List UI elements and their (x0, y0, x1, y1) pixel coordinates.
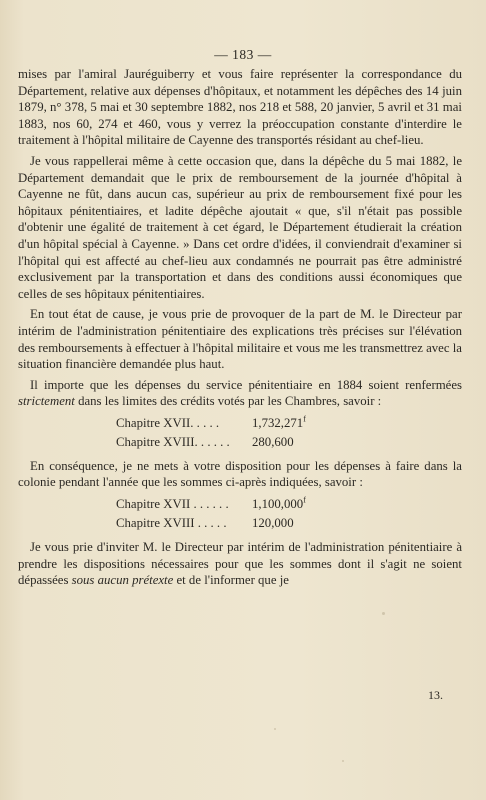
paper-speck (342, 760, 344, 762)
text-segment: Il importe que les dépenses du service pénitentiaire en 1884 soient renfermées (30, 377, 462, 392)
paper-speck (382, 612, 385, 615)
text-segment: dans les limites des crédits votés par les Chambres, savoir : (74, 394, 382, 409)
voted-credits-list (18, 414, 462, 452)
chapter-amount (246, 495, 362, 514)
chapter-label: Chapitre XVII. . . . . (116, 415, 220, 430)
franc-unit: f (303, 495, 306, 505)
credit-row (18, 495, 462, 514)
allocated-credits-list (18, 495, 462, 533)
paragraph-funds-disposition: En conséquence, je ne mets à votre disposition pour les dépenses à faire dans la colonie pendant l'année que les sommes ci-après indiquées, savoir : (18, 458, 462, 490)
credit-row (18, 433, 462, 452)
paragraph-hospital-correspondence: mises par l'amiral Jauréguiberry et vous faire représenter la correspondance du Département, relative aux dépenses d'hôpitaux, et notamment les dépêches des 14 juin 1879, n° 378, 5 mai et 30 septembre 1882, nos 218 et 588, 20 janvier, 5 avril et 31 mai 1883, nos 60, 274 et 460, vous y verrez la préoccupation constante d'interdire le traitement à l'hôpital militaire de Cayenne des transportés résidant au chef-lieu. (18, 67, 462, 148)
amount-value: 120,000 (252, 516, 294, 531)
emphasis-text: strictement (18, 394, 75, 409)
chapter-label: Chapitre XVIII . . . . . (116, 516, 227, 531)
amount-value: 280,600 (252, 434, 294, 449)
chapter-amount (246, 514, 362, 533)
document-body (18, 66, 462, 593)
chapter-amount (246, 414, 362, 433)
credit-row (18, 514, 462, 533)
amount-value: 1,732,271 (252, 415, 304, 430)
paragraph-explanations-request: En tout état de cause, je vous prie de provoquer de la part de M. le Directeur par intérim de l'administration pénitentiaire des explications très précises sur l'élévation des remboursements à effectuer à l'hôpital militaire et vous me les transmettrez avec la situation financière demandée plus haut. (18, 307, 462, 372)
text-segment: et de l'informer que je (173, 573, 289, 588)
credit-row (18, 414, 462, 433)
franc-unit: f (303, 414, 306, 424)
paragraph-director-instruction (18, 539, 462, 589)
text-segment: Je vous prie d'inviter M. le Directeur par intérim de l'administration pénitentiaire à prendre les dispositions nécessaires pour que les sommes dont il s'agit ne soient dépassées (18, 540, 462, 588)
page-number: — 183 — (214, 47, 272, 62)
signature-mark: 13. (428, 688, 443, 702)
paragraph-budget-limits (18, 377, 462, 410)
chapter-label: Chapitre XVII . . . . . . (116, 497, 229, 512)
chapter-label: Chapitre XVIII. . . . . . (116, 434, 230, 449)
paragraph-dispatch-may-1882: Je vous rappellerai même à cette occasion que, dans la dépêche du 5 mai 1882, le Département demandait que le prix de remboursement de la journée d'hôpital à Cayenne ne fût, dans aucun cas, supérieur au prix de remboursement fixé pour les hôpitaux pénitentiaires, et ladite dépêche ajoutait « que, s'il n'était pas possible d'obtenir une égalité de traitement à cet égard, le Département étudierait la création d'un hôpital spécial à Cayenne. » Dans cet ordre d'idées, il conviendrait d'examiner si l'hôpital qui est affecté au chef-lieu aux condamnés ne pourrait pas être administré exclusivement par la transportation et dans des conditions aussi économiques que celles de ses hôpitaux pénitentiaires. (18, 153, 462, 301)
paper-speck (274, 728, 276, 730)
amount-value: 1,100,000 (252, 497, 304, 512)
chapter-amount (246, 433, 362, 452)
emphasis-text: sous aucun prétexte (71, 573, 174, 588)
